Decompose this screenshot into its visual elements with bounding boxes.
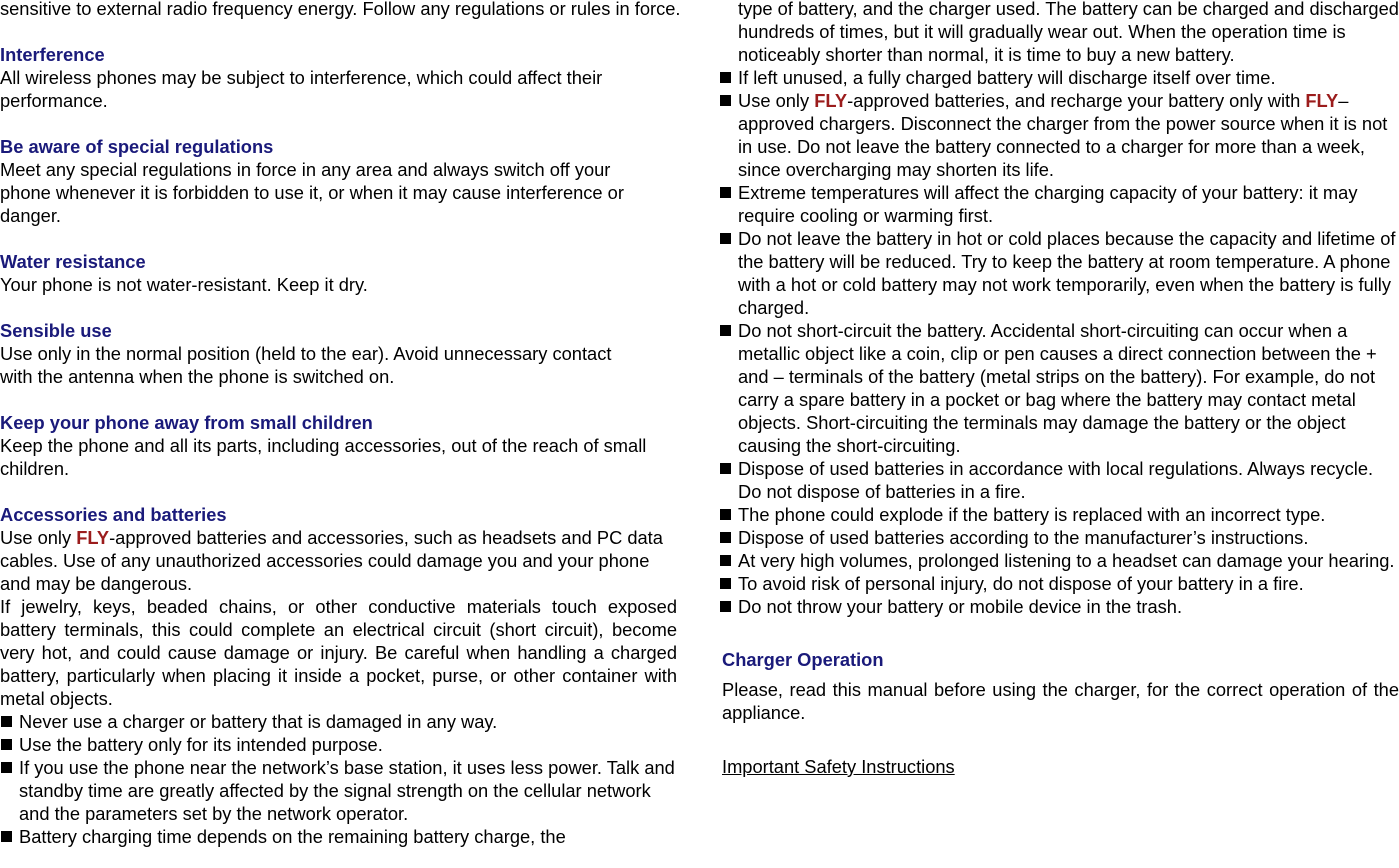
list-item: Use the battery only for its intended purpose. [0, 733, 686, 756]
list-item: To avoid risk of personal injury, do not dispose of your battery in a fire. [719, 572, 1399, 595]
charger-operation-body: Please, read this manual before using the charger, for the correct operation of the appliance. [722, 679, 1399, 723]
section-body-sensible-use: Use only in the normal position (held to the ear). Avoid unnecessary contact with the antenna when the phone is switched on. [0, 343, 612, 387]
intro-text: sensitive to external radio frequency energy. Follow any regulations or rules in force. [0, 0, 681, 19]
list-item: Use only FLY-approved batteries, and recharge your battery only with FLY–approved chargers. Disconnect the charger from the power source when it is not in use. Do not leave the battery connected to a charger for more than a week, since overcharging may shorten its life. [719, 89, 1399, 181]
accessories-bullet-list [0, 710, 686, 848]
list-item: If you use the phone near the network’s base station, it uses less power. Talk and standby time are greatly affected by the signal strength on the cellular network and the parameters set by the network operator. [0, 756, 686, 825]
list-item: Dispose of used batteries according to the manufacturer’s instructions. [719, 526, 1399, 549]
list-item: Battery charging time depends on the remaining battery charge, the [0, 825, 686, 848]
section-heading-accessories: Accessories and batteries [0, 504, 227, 525]
list-item: At very high volumes, prolonged listening to a headset can damage your hearing. [719, 549, 1399, 572]
section-heading-regulations: Be aware of special regulations [0, 136, 274, 157]
brand-name: FLY [814, 90, 848, 111]
battery-continuation: type of battery, and the charger used. The battery can be charged and discharged hundreds of times, but it will gradually wear out. When the operation time is noticeably shorter than normal, it is time to buy a new battery. [738, 0, 1399, 65]
list-item: Never use a charger or battery that is damaged in any way. [0, 710, 686, 733]
section-body-children: Keep the phone and all its parts, including accessories, out of the reach of small children. [0, 435, 647, 479]
section-heading-water: Water resistance [0, 251, 146, 272]
section-heading-children: Keep your phone away from small children [0, 412, 373, 433]
list-item: Dispose of used batteries in accordance with local regulations. Always recycle. Do not dispose of batteries in a fire. [719, 457, 1399, 503]
section-body-interference: All wireless phones may be subject to interference, which could affect their performance. [0, 67, 603, 111]
left-column [0, 0, 686, 848]
list-item: The phone could explode if the battery is replaced with an incorrect type. [719, 503, 1378, 526]
section-heading-interference: Interference [0, 44, 105, 65]
list-item: Do not short-circuit the battery. Accidental short-circuiting can occur when a metallic object like a coin, clip or pen causes a direct connection between the + and – terminals of the battery (metal strips on the battery). For example, do not carry a spare battery in a pocket or bag where the battery may contact metal objects. Short-circuiting the terminals may damage the battery or the object causing the short-circuiting. [719, 319, 1399, 457]
accessories-paragraph-2: If jewelry, keys, beaded chains, or other conductive materials touch exposed battery terminals, this could complete an electrical circuit (short circuit), become very hot, and could cause damage or injury. Be careful when handling a charged battery, particularly when placing it inside a pocket, purse, or other container with metal objects. [0, 596, 677, 709]
charger-operation-heading: Charger Operation [722, 649, 884, 670]
brand-name: FLY [1305, 90, 1339, 111]
list-item: Do not leave the battery in hot or cold places because the capacity and lifetime of the battery will be reduced. Try to keep the battery at room temperature. A phone with a hot or cold battery may not work temporarily, even when the battery is fully charged. [719, 227, 1399, 319]
section-heading-sensible-use: Sensible use [0, 320, 112, 341]
list-item: Do not throw your battery or mobile device in the trash. [719, 595, 1399, 618]
right-column [722, 0, 1399, 778]
section-body-regulations: Meet any special regulations in force in any area and always switch off your phone whenever it is forbidden to use it, or when it may cause interference or danger. [0, 159, 624, 226]
battery-bullet-list [719, 66, 1399, 618]
safety-instructions-heading: Important Safety Instructions [722, 756, 955, 777]
list-item: Extreme temperatures will affect the charging capacity of your battery: it may require cooling or warming first. [719, 181, 1399, 227]
accessories-paragraph-1: Use only FLY-approved batteries and accessories, such as headsets and PC data cables. Use of any unauthorized accessories could damage you and your phone and may be dangerous. [0, 527, 663, 594]
brand-name: FLY [76, 527, 110, 548]
list-item: If left unused, a fully charged battery will discharge itself over time. [719, 66, 1399, 89]
section-body-water: Your phone is not water-resistant. Keep it dry. [0, 274, 368, 295]
